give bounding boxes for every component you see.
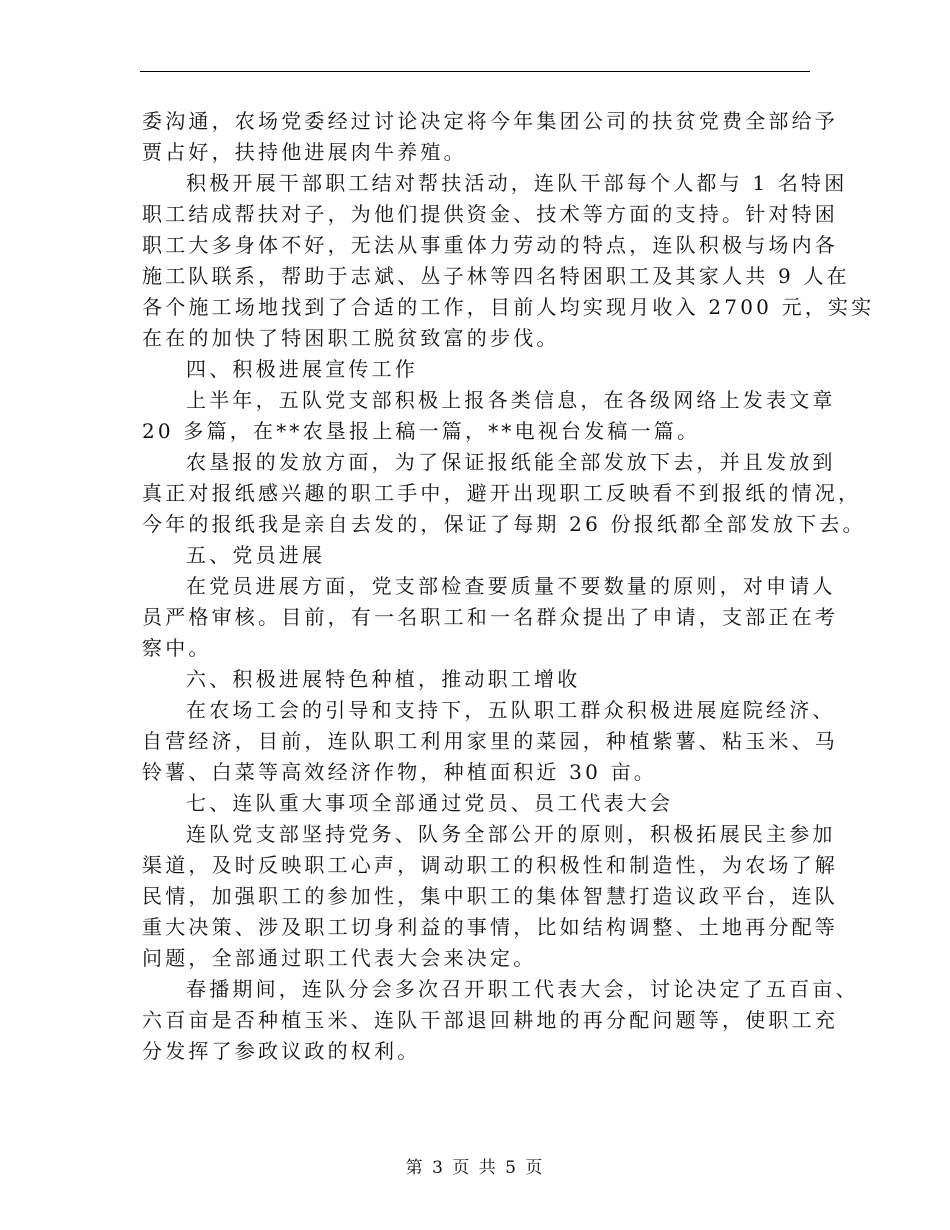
- text-line: 自营经济，目前，连队职工利用家里的菜园，种植紫薯、粘玉米、马: [142, 729, 838, 753]
- text-line: 在在的加快了特困职工脱贫致富的步伐。: [142, 326, 560, 350]
- text-line: 职工结成帮扶对子，为他们提供资金、技术等方面的支持。针对特困: [142, 202, 838, 226]
- text-line: 渠道，及时反映职工心声，调动职工的积极性和制造性，为农场了解: [142, 853, 838, 877]
- text-line: 分发挥了参政议政的权利。: [142, 1039, 421, 1063]
- text-line: 四、积极进展宣传工作: [186, 357, 418, 381]
- text-line: 贾占好，扶持他进展肉牛养殖。: [142, 140, 467, 164]
- header-rule: [140, 71, 810, 72]
- text-line: 积极开展干部职工结对帮扶活动，连队干部每个人都与 1 名特困: [186, 171, 848, 195]
- text-line: 春播期间，连队分会多次召开职工代表大会，讨论决定了五百亩、: [186, 977, 859, 1001]
- text-line: 员严格审核。目前，有一名职工和一名群众提出了申请，支部正在考: [142, 605, 838, 629]
- text-line: 六百亩是否种植玉米、连队干部退回耕地的再分配问题等，使职工充: [142, 1008, 838, 1032]
- text-line: 农垦报的发放方面，为了保证报纸能全部发放下去，并且发放到: [186, 450, 836, 474]
- text-line: 上半年，五队党支部积极上报各类信息，在各级网络上发表文章: [186, 388, 836, 412]
- text-line: 20 多篇，在**农垦报上稿一篇，**电视台发稿一篇。: [142, 419, 701, 443]
- text-line: 六、积极进展特色种植，推动职工增收: [186, 667, 581, 691]
- text-line: 察中。: [142, 636, 212, 660]
- text-line: 职工大多身体不好，无法从事重体力劳动的特点，连队积极与场内各: [142, 233, 838, 257]
- text-line: 各个施工场地找到了合适的工作，目前人均实现月收入 2700 元，实实: [142, 295, 875, 319]
- text-line: 施工队联系，帮助于志斌、丛子林等四名特困职工及其家人共 9 人在: [142, 264, 850, 288]
- text-line: 连队党支部坚持党务、队务全部公开的原则，积极拓展民主参加: [186, 822, 836, 846]
- document-body: [142, 106, 875, 1067]
- text-line: 今年的报纸我是亲自去发的，保证了每期 26 份报纸都全部发放下去。: [142, 512, 866, 536]
- text-line: 重大决策、涉及职工切身利益的事情，比如结构调整、土地再分配等: [142, 915, 838, 939]
- text-line: 七、连队重大事项全部通过党员、员工代表大会: [186, 791, 674, 815]
- text-line: 五、党员进展: [186, 543, 326, 567]
- text-line: 铃薯、白菜等高效经济作物，种植面积近 30 亩。: [142, 760, 657, 784]
- text-line: 委沟通，农场党委经过讨论决定将今年集团公司的扶贫党费全部给予: [142, 109, 838, 133]
- text-line: 问题，全部通过职工代表大会来决定。: [142, 946, 537, 970]
- text-line: 民情，加强职工的参加性，集中职工的集体智慧打造议政平台，连队: [142, 884, 838, 908]
- text-line: 真正对报纸感兴趣的职工手中，避开出现职工反映看不到报纸的情况，: [142, 481, 862, 505]
- text-line: 在农场工会的引导和支持下，五队职工群众积极进展庭院经济、: [186, 698, 836, 722]
- page-number: 第 3 页 共 5 页: [405, 1158, 545, 1178]
- text-line: 在党员进展方面，党支部检查要质量不要数量的原则，对申请人: [186, 574, 836, 598]
